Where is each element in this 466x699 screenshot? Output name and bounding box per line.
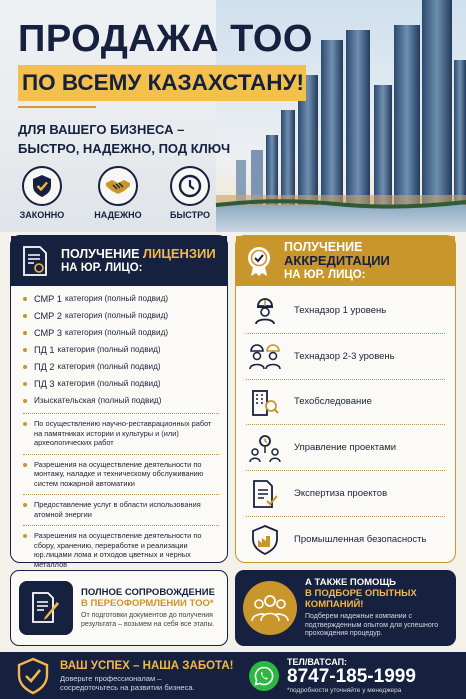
handshake-icon [105,177,131,195]
footnote: *подробности уточняйте у менеджера [287,687,402,694]
hero-section [0,0,466,232]
feature-reliable-label: НАДЕЖНО [94,210,142,220]
list-item: СМР 3 категория (полный подвид) [23,324,219,341]
list-item: СМР 1 категория (полный подвид) [23,290,219,307]
list-item-long: Разрешения на осуществление деятельности по монтажу, наладке и техническому обслуживанию систем пожарной автоматики [23,454,219,495]
accreditation-title-highlight: АККРЕДИТАЦИИ [284,253,390,268]
certificate-icon [22,245,48,277]
engineers-team-icon [248,342,282,370]
support-title-line2: В ПЕРЕОФОРМЛЕНИИ ТОО* [81,598,214,609]
feature-fast-label: БЫСТРО [170,210,210,220]
feature-legal [12,166,72,220]
main-title-line2: ПО ВСЕМУ КАЗАХСТАНУ! [22,70,305,95]
feature-fast [160,166,220,220]
phone-number[interactable]: 8747-185-1999 [287,666,416,687]
document-review-icon [251,479,279,509]
support-title-line1: ПОЛНОЕ СОПРОВОЖДЕНИЕ [81,587,215,598]
accreditation-card [235,235,456,563]
help-title-line2: В ПОДБОРЕ ОПЫТНЫХ [305,588,417,600]
list-item [246,334,445,380]
footer-subtext-line1: Доверьте профессионалам – [60,673,162,683]
footer-subtext-line2: сосредоточьтесь на развитии бизнеса. [60,682,195,692]
list-item: СМР 2 категория (полный подвид) [23,307,219,324]
license-card-title [61,247,216,275]
license-title-highlight: ЛИЦЕНЗИИ [142,246,216,261]
list-item-label: Экспертиза проектов [294,488,388,500]
shield-check-icon [31,174,53,198]
license-title-line2: НА ЮР. ЛИЦО: [61,262,143,274]
list-item-label: Управление проектами [294,442,397,454]
building-inspection-icon [250,387,280,417]
team-icon [251,593,289,623]
shield-check-icon [16,657,50,695]
help-title-line3: КОМПАНИЙ! [305,599,364,611]
subtitle [18,120,230,158]
industrial-safety-icon [251,525,279,555]
whatsapp-icon[interactable] [249,661,279,691]
clock-icon [178,174,202,198]
help-title [305,577,448,610]
list-item-label: Промышленная безопасность [294,534,427,546]
document-pen-icon [30,590,62,626]
award-badge-icon [244,245,274,277]
help-card [235,570,456,646]
list-item: ПД 2 категория (полный подвид) [23,358,219,375]
project-management-icon [249,433,281,463]
engineer-icon [250,295,280,325]
main-title-highlight [18,65,306,101]
list-item: Изыскательская (полный подвид) [23,392,219,409]
list-item-label: Технадзор 2-3 уровень [294,350,395,362]
list-item [246,288,445,334]
accreditation-title-line2: НА ЮР. ЛИЦО: [284,269,366,281]
list-item-long: Разрешения на осуществление деятельности по сбору, хранению, переработке и реализации юр.лицами лома и отходов цветных и черных металлов [23,525,219,575]
list-item-label: Технадзор 1 уровень [294,304,387,316]
license-list [11,286,227,575]
subtitle-line2: БЫСТРО, НАДЕЖНО, ПОД КЛЮЧ [18,141,231,156]
list-item [246,380,445,426]
license-card [10,235,228,569]
support-card [10,570,228,646]
license-title-pre: ПОЛУЧЕНИЕ [61,247,143,261]
feature-legal-label: ЗАКОННО [19,210,65,220]
accreditation-card-header [236,236,455,286]
list-item [246,425,445,471]
list-item: ПД 1 категория (полный подвид) [23,341,219,358]
accreditation-card-title [284,240,455,282]
license-card-header [11,236,227,286]
feature-reliable [88,166,148,220]
support-title [81,587,219,609]
contact-label: ТЕЛ/ВАТСАП: [287,657,348,667]
footer [0,652,466,699]
list-item-label: Техобследование [294,396,372,408]
help-title-line1: А ТАКЖЕ ПОМОЩЬ [305,577,396,589]
list-item-long: По осуществлению научно-реставрационных работ на памятниках истории и культуры и (или) археологических работ [23,413,219,454]
list-item: ПД 3 категория (полный подвид) [23,375,219,392]
support-text: От подготовки документов до получения результата – возьмем на себя все этапы. [81,612,215,628]
accreditation-title-pre: ПОЛУЧЕНИЕ [284,240,363,254]
footer-subtext [60,674,235,692]
contact-block [287,657,416,694]
main-title: ПРОДАЖА ТОО [18,18,313,60]
accreditation-list [236,286,455,563]
list-item [246,517,445,563]
subtitle-line1: ДЛЯ ВАШЕГО БИЗНЕСА – [18,122,185,137]
help-text: Подберем надежные компании с подтвержденным опытом для успешного прохождения процедур. [305,613,439,638]
divider [18,106,96,108]
list-item-long: Предоставление услуг в области использования атомной энергии [23,494,219,525]
list-item [246,471,445,517]
footer-slogan: ВАШ УСПЕХ – НАША ЗАБОТА! [60,659,234,672]
